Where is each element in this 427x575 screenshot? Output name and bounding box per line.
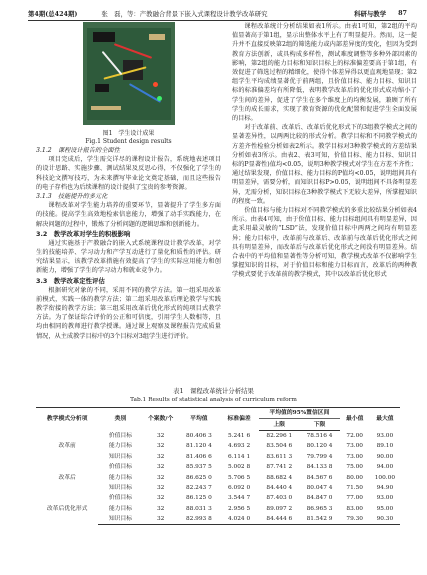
table-cell: 90.30 — [370, 514, 400, 525]
table-cell: 83.504 6 — [266, 443, 293, 450]
teaching-mode-cell: 改革前 — [58, 443, 76, 450]
table-cell: 5.241 6 — [228, 432, 251, 439]
table-cell: 85.937 5 — [185, 464, 212, 471]
page-number: 87 — [398, 9, 407, 17]
teaching-mode-cell: 改革后 — [58, 474, 76, 481]
table-cell: 79.30 — [340, 514, 370, 525]
table-cell: 82.243 7 — [185, 484, 212, 491]
table-header-row — [36, 408, 400, 419]
paragraph: 根据研究对象的不同，采用不同的教学方法。第一组采用改革前模式，实践一体的教学方法；第二组采用改革后理论教学与实践教学衔接的教学方法；第三组采用改革后优化形式的纯项目式教学方法。为了保证综合评价的公正和可信度，引用学生人数相等，且均由相同的教师进行教学授课。通过课上观察及课程报告完成质量情况，从主成教学目标中的3个目标对3组学生进行评价。 — [36, 286, 221, 340]
lcd-module — [93, 32, 115, 42]
table-cell: 94.00 — [376, 464, 394, 471]
table-cell: 83.00 — [346, 505, 363, 512]
section-3-2-heading: 3.2 教学改革对学生的积极影响 — [36, 229, 131, 238]
running-title: 张 磊，等：产教融合背景下嵌入式课程设计教学改革研究 — [101, 9, 268, 18]
paragraph: 课程改革统计分析结果如表1所示。由表1可知，第2组的平均值显著高于第1组，显示出整体水平上有了明显提升。然而，这一提升并不直接反映第2组的筛选能力或内部差异度的变化，但因为受到教育方法创新，或具构成多样性，测试难度调整等多种外部因素的影响，第2组的能力目标和知识目标上的标准偏差要高于第1组，有效促进了筛选过程的精细化，使得个体差异得以更直观地显现；第2组学生平均成绩显著优于前两组，且价值目标、能力目标、知识目标的标准偏差均有所降低，表明教学改革后的优化形式成功缩小了学生间的差异，促进了学生在多个维度上的均衡发展，兼顾了所有学生的成长需求，实现了教育资源的优化配置和促进学生全面发展的目标。 — [232, 23, 417, 123]
circuit-board-photo — [83, 22, 175, 125]
table-cell: 32 — [156, 453, 165, 460]
table-title: 表1 课程改革统计分析结果 — [173, 387, 254, 395]
table-cell: 82.993 8 — [179, 514, 219, 525]
table-cell: 71.50 — [346, 484, 363, 491]
section-3-1-2-heading: 3.1.2 课程设计报告的全面性 — [36, 147, 120, 154]
table-cell: 价值目标 — [108, 432, 133, 439]
table-cell: 88.031 3 — [185, 505, 212, 512]
table-cell: 100.00 — [374, 474, 396, 481]
table-title-en: Tab.1 Results of statistical analysis of curriculum reform — [130, 397, 297, 403]
table-cell: 75.00 — [346, 464, 363, 471]
table-cell: 6.114 1 — [228, 453, 251, 460]
table-cell: 89.10 — [376, 443, 394, 450]
figure-caption-en: Fig.1 Student design results — [85, 138, 172, 145]
table-cell: 84.567 6 — [306, 474, 333, 481]
table-cell: 88.682 4 — [266, 474, 293, 481]
table-cell: 81.406 6 — [185, 453, 212, 460]
table-cell: 3.544 7 — [228, 495, 251, 502]
col-ci-upper: 下限 — [299, 419, 339, 430]
table-cell: 32 — [156, 432, 165, 439]
table-cell: 能力目标 — [108, 443, 133, 450]
figure-1 — [36, 22, 221, 128]
table-cell: 89.097 2 — [266, 505, 293, 512]
table-cell: 知识目标 — [108, 484, 133, 491]
table-cell: 84.847 0 — [306, 495, 333, 502]
table-cell: 87.741 2 — [266, 464, 293, 471]
table-cell: 93.00 — [376, 432, 394, 439]
table-cell: 72.00 — [346, 432, 363, 439]
col-max: 最大值 — [370, 408, 400, 431]
table-cell: 能力目标 — [108, 505, 133, 512]
table-cell: 80.406 3 — [185, 432, 212, 439]
issue-number: 第4期(总424期) — [28, 9, 78, 18]
paragraph: 通过实施基于产教融合的嵌入式系统课程设计教学改革，对学生的技能培养、学习动力和产学互动进行了量化和质性的评估。研究结果显示，该教学改革措施有效提高了学生的实际应用能力和创新能力，增强了学生的学习动力和就业竞争力。 — [36, 239, 221, 275]
table-row — [36, 493, 400, 503]
statistics-table — [36, 407, 400, 525]
table-cell: 78.516 4 — [306, 432, 333, 439]
col-mode: 教学模式分析项 — [36, 408, 98, 431]
col-category: 类别 — [98, 408, 142, 431]
paragraph: 项目完成后，学生需交详尽的课程设计报告，系统地表述项目的设计思路、实施步骤、测试结果及反思心得，不仅强化了学生的科技论文撰写技巧，为未来撰写毕业论文奠定基础，而且这些报告的电子存档也为后续课程的设计提供了宝贵的参考资源。 — [36, 156, 221, 191]
col-mean: 平均值 — [179, 408, 219, 431]
table-cell: 81.542 9 — [299, 514, 339, 525]
header-pins — [149, 34, 165, 40]
col-min: 最小值 — [340, 408, 370, 431]
table-cell: 4.693 2 — [228, 443, 251, 450]
green-led — [157, 96, 162, 101]
table-cell: 84.440 4 — [266, 484, 293, 491]
table-cell: 32 — [143, 514, 179, 525]
col-ci: 平均值的95%置信区间 — [259, 408, 339, 419]
section-3-1-3-heading: 3.1.3 技能提升的多元化 — [36, 193, 108, 201]
table-cell: 86.125 0 — [185, 495, 212, 502]
table-cell: 知识目标 — [108, 453, 133, 460]
header-pins-bottom — [91, 106, 121, 110]
table-cell: 32 — [156, 474, 165, 481]
table-cell: 73.00 — [346, 453, 363, 460]
table-cell: 32 — [156, 495, 165, 502]
table-row — [36, 430, 400, 441]
figure-caption: 图1 学生设计成果 — [102, 130, 155, 137]
table-cell: 82.296 1 — [266, 432, 293, 439]
table-cell: 84.444 6 — [259, 514, 299, 525]
table-cell: 84.133 8 — [306, 464, 333, 471]
table-cell: 77.00 — [346, 495, 363, 502]
table-cell: 87.403 0 — [266, 495, 293, 502]
right-column — [232, 22, 417, 280]
table-cell: 73.00 — [346, 443, 363, 450]
col-samples: 个案数/个 — [143, 408, 179, 431]
table-cell: 80.047 4 — [306, 484, 333, 491]
table-cell: 81.120 4 — [185, 443, 212, 450]
table-cell: 价值目标 — [108, 464, 133, 471]
table-cell: 93.00 — [376, 495, 394, 502]
table-cell: 83.611 3 — [266, 453, 293, 460]
table-body — [36, 430, 400, 525]
table-cell: 能力目标 — [108, 474, 133, 481]
table-cell: 86.965 3 — [306, 505, 333, 512]
section-3-3-heading: 3.3 教学改革定性评估 — [36, 276, 105, 285]
table-cell: 79.799 4 — [306, 453, 333, 460]
col-std: 标准偏差 — [219, 408, 259, 431]
left-column — [36, 22, 221, 341]
table-cell: 5.002 8 — [228, 464, 251, 471]
sensor-module — [95, 84, 109, 92]
running-header — [28, 6, 407, 21]
table-cell: 4.024 0 — [219, 514, 259, 525]
table-cell: 价值目标 — [108, 495, 133, 502]
table-cell: 80.120 4 — [306, 443, 333, 450]
paragraph: 对于改革前、改革后、改革后优化形式下的3组教学模式之间的显著差异性，以两两比较的形式分析。教学目标和不同教学模式的方差齐性检验分析如表2所示。教学目标对3种教学模式的方差结果分析如表3所示。由表2、表3可知，价值目标、能力目标、知识目标的P显著性)值均<0.05，说明3种教学模式对学生在方差不齐性；通过结果发现，价值目标、能力目标的P值均<0.05，说明组间具有明显差异，需要分析，而知识目标P>0.05，说明组间不具备明显差异，无需分析，知识目标在3种教学模式下无较大差异，所掌握知识的程度一致。 — [232, 124, 417, 205]
paragraph: 价值目标与能力目标对不同教学模式的多重比较结果分析如表4所示。由表4可知，由于价值目标、能力目标组间具有明显差异，因此采用最灵敏的“LSD”法，发现价值目标中两两之间均有明显差异；能力目标中，改革前与改革后、改革前与改革后优化形式之间具有明显差异，而改革后与改革后优化形式之间没有明显差异。结合表中的平均值和显著性等分析可知，教学模式改革不仅影响学生掌握知识的目标，对于价值目标和能力目标而言，改革后的两种教学模式要优于改革前的教学模式，其中以改革后优化形式 — [232, 207, 417, 279]
table-row — [36, 462, 400, 472]
red-led — [153, 82, 158, 87]
table-cell: 80.00 — [346, 474, 363, 481]
table-cell: 知识目标 — [98, 514, 142, 525]
table-cell: 5.706 5 — [228, 474, 251, 481]
col-ci-lower: 上限 — [259, 419, 299, 430]
table-cell: 32 — [156, 505, 165, 512]
table-cell: 32 — [156, 484, 165, 491]
table-cell: 86.625 0 — [185, 474, 212, 481]
table-cell: 32 — [156, 443, 165, 450]
table-cell: 94.90 — [376, 484, 394, 491]
teaching-mode-cell: 改革后优化形式 — [46, 505, 88, 512]
journal-name: 科研与教学 — [354, 9, 387, 18]
table-cell: 6.092 0 — [228, 484, 251, 491]
table-cell: 32 — [156, 464, 165, 471]
paragraph: 课程改革对学生能力培养的重要环节，显著提升了学生多方面的技能。提高学生高效地检索信息能力，增强了动手实践能力，在解决问题的过程中，锻炼了分析问题的逻辑思维和创新能力。 — [36, 202, 221, 228]
table-cell: 90.00 — [376, 453, 394, 460]
table-cell: 95.00 — [376, 505, 394, 512]
table-cell: 2.956 5 — [228, 505, 251, 512]
